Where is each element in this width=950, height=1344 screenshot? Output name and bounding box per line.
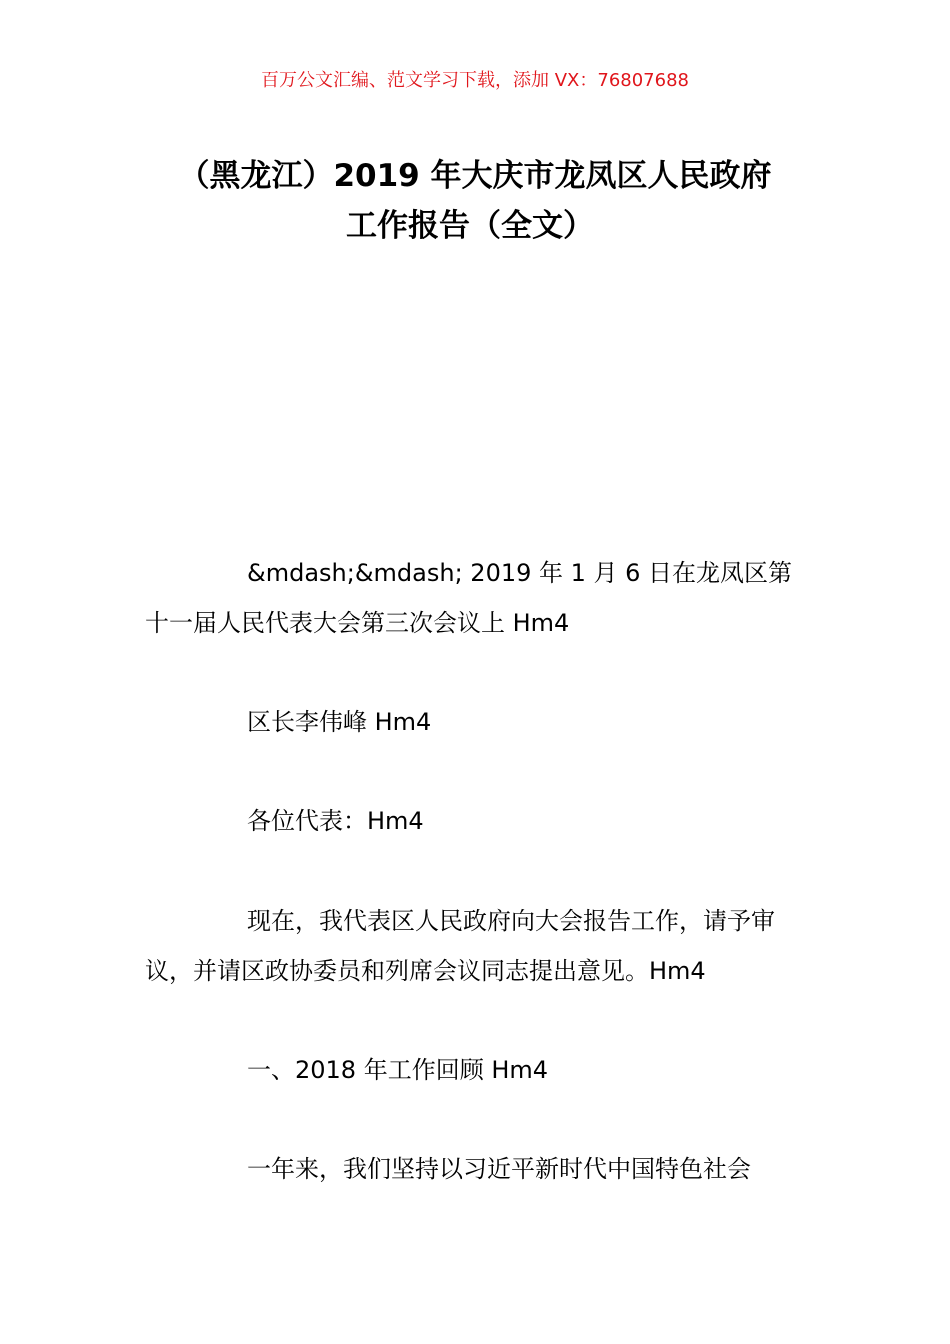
paragraph-intro: 现在，我代表区人民政府向大会报告工作，请予审议，并请区政协委员和列席会议同志提出意见。Hm4 bbox=[145, 907, 775, 985]
paragraph-body: 一年来，我们坚持以习近平新时代中国特色社会 bbox=[247, 1155, 751, 1183]
paragraph-salutation: 各位代表：Hm4 bbox=[247, 807, 424, 835]
document-title-line-2: 工作报告（全文） bbox=[346, 208, 594, 244]
document-title-line-1: （黑龙江）2019 年大庆市龙凤区人民政府 bbox=[178, 158, 772, 194]
paragraph-date-meeting: &mdash;&mdash; 2019 年 1 月 6 日在龙凤区第十一届人民代表大会第三次会议上 Hm4 bbox=[145, 559, 793, 637]
header-banner: 百万公文汇编、范文学习下载，添加 VX：76807688 bbox=[261, 70, 689, 91]
paragraph-speaker: 区长李伟峰 Hm4 bbox=[247, 708, 432, 736]
section-heading-review: 一、2018 年工作回顾 Hm4 bbox=[247, 1056, 549, 1084]
